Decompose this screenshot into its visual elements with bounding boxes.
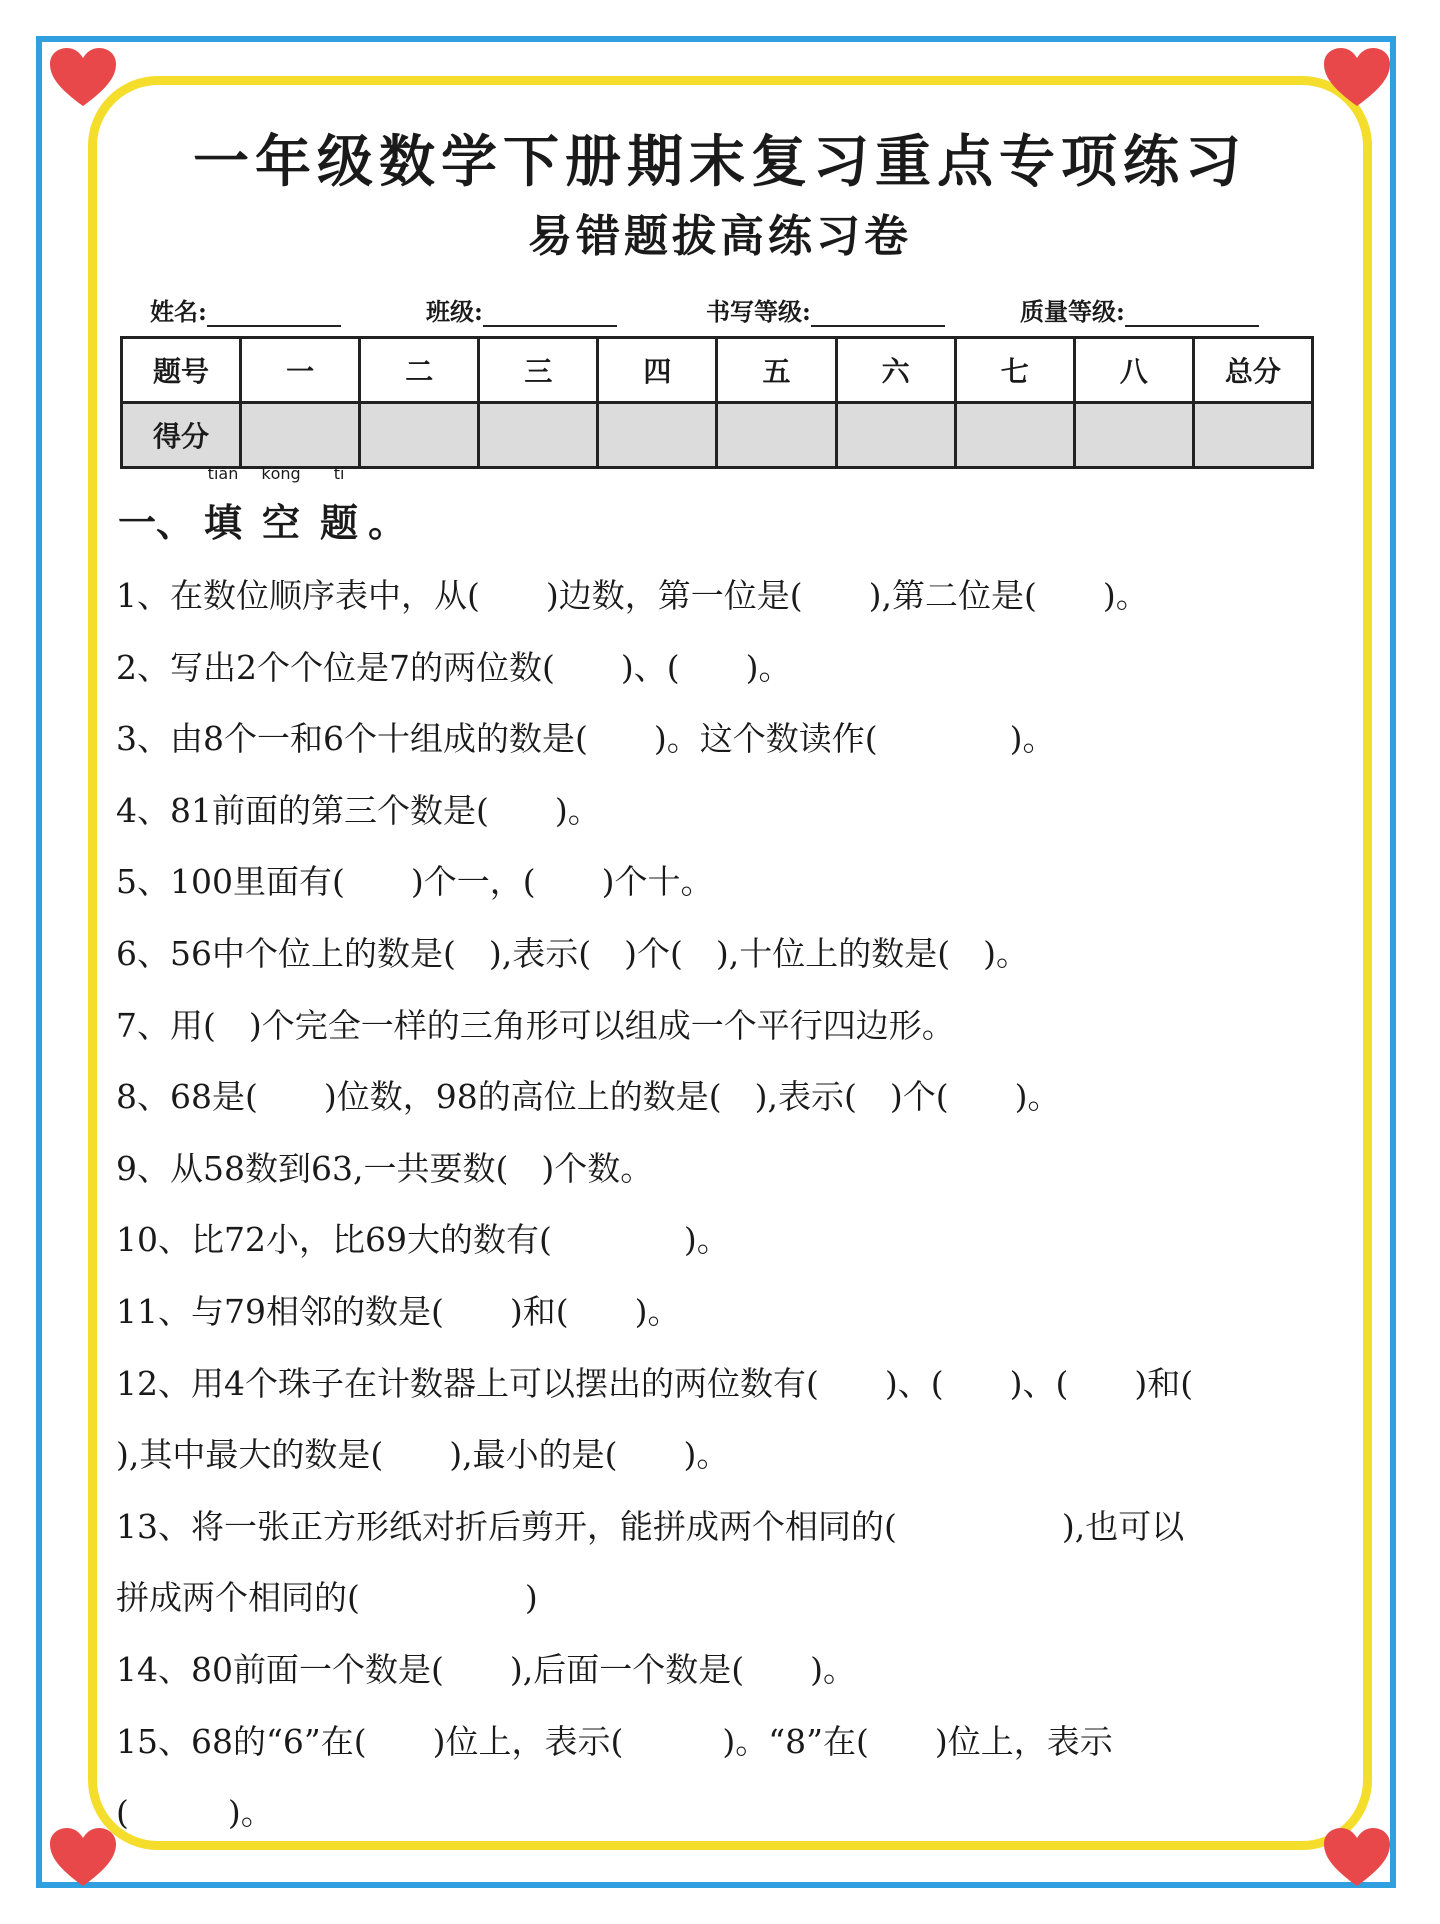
section-end: 。 — [368, 500, 407, 545]
section-char: tí 题 — [320, 464, 359, 545]
header-cell: 四 — [598, 338, 717, 403]
question-line: 6、56中个位上的数是( ),表示( )个( ),十位上的数是( )。 — [116, 933, 1029, 973]
quality-grade-blank[interactable] — [1125, 299, 1259, 327]
heart-icon — [1322, 1826, 1392, 1890]
score-cell[interactable] — [1074, 403, 1193, 468]
score-cell[interactable] — [955, 403, 1074, 468]
score-cell[interactable] — [1193, 403, 1312, 468]
question-line: 2、写出2个个位是7的两位数( )、( )。 — [116, 647, 792, 687]
question-list — [116, 560, 1326, 1849]
score-table-header-row — [122, 338, 1313, 403]
question-line: 9、从58数到63,一共要数( )个数。 — [116, 1148, 654, 1188]
header-cell: 八 — [1074, 338, 1193, 403]
score-table-score-row — [122, 403, 1313, 468]
header-cell: 三 — [479, 338, 598, 403]
student-info-row — [150, 292, 1290, 332]
question-line: 10、比72小，比69大的数有( )。 — [116, 1220, 730, 1260]
pinyin: tián — [207, 464, 239, 483]
name-field[interactable] — [150, 292, 341, 327]
question-line: ( )。 — [116, 1793, 274, 1833]
class-field[interactable] — [426, 292, 617, 327]
question-line: ),其中最大的数是( ),最小的是( )。 — [116, 1435, 730, 1475]
question-line: 12、用4个珠子在计数器上可以摆出的两位数有( )、( )、( )和( — [116, 1363, 1194, 1403]
score-row-label: 得分 — [122, 403, 241, 468]
heart-icon — [48, 46, 118, 110]
header-cell: 六 — [836, 338, 955, 403]
question-line: 5、100里面有( )个一，( )个十。 — [116, 862, 714, 902]
header-cell: 二 — [360, 338, 479, 403]
header-cell: 一 — [241, 338, 360, 403]
class-blank[interactable] — [483, 299, 617, 327]
name-blank[interactable] — [207, 299, 341, 327]
question-line: 3、由8个一和6个十组成的数是( )。这个数读作( )。 — [116, 719, 1056, 759]
score-cell[interactable] — [836, 403, 955, 468]
score-cell[interactable] — [717, 403, 836, 468]
section-number: 一、 — [118, 500, 195, 545]
page-subtitle: 易错题拔高练习卷 — [528, 211, 912, 262]
score-table — [120, 336, 1314, 469]
score-cell[interactable] — [241, 403, 360, 468]
writing-grade-field[interactable] — [706, 292, 945, 327]
section-heading — [118, 464, 407, 547]
quality-grade-field[interactable] — [1020, 292, 1259, 327]
page-title: 一年级数学下册期末复习重点专项练习 — [193, 129, 1247, 195]
question-line: 15、68的“6”在( )位上，表示( )。“8”在( )位上，表示 — [116, 1721, 1113, 1761]
name-label: 姓名: — [150, 297, 207, 326]
heart-icon — [1322, 46, 1392, 110]
pinyin: kōng — [261, 464, 301, 483]
question-line: 拼成两个相同的( ) — [116, 1578, 538, 1618]
header-cell: 题号 — [122, 338, 241, 403]
writing-grade-blank[interactable] — [811, 299, 945, 327]
question-line: 14、80前面一个数是( ),后面一个数是( )。 — [116, 1649, 856, 1689]
class-label: 班级: — [426, 297, 483, 326]
section-char: kōng 空 — [261, 464, 301, 545]
question-line: 8、68是( )位数，98的高位上的数是( ),表示( )个( )。 — [116, 1077, 1061, 1117]
quality-grade-label: 质量等级: — [1020, 297, 1125, 326]
header-cell: 五 — [717, 338, 836, 403]
question-line: 7、用( )个完全一样的三角形可以组成一个平行四边形。 — [116, 1005, 955, 1045]
score-cell[interactable] — [360, 403, 479, 468]
header-cell: 总分 — [1193, 338, 1312, 403]
header-cell: 七 — [955, 338, 1074, 403]
score-cell[interactable] — [479, 403, 598, 468]
section-char: tián 填 — [204, 464, 243, 545]
heart-icon — [48, 1826, 118, 1890]
question-line: 4、81前面的第三个数是( )。 — [116, 790, 601, 830]
pinyin: tí — [333, 464, 345, 483]
question-line: 11、与79相邻的数是( )和( )。 — [116, 1291, 681, 1331]
question-line: 13、将一张正方形纸对折后剪开，能拼成两个相同的( ),也可以 — [116, 1506, 1185, 1546]
writing-grade-label: 书写等级: — [706, 297, 811, 326]
score-cell[interactable] — [598, 403, 717, 468]
question-line: 1、在数位顺序表中，从( )边数，第一位是( ),第二位是( )。 — [116, 576, 1149, 615]
